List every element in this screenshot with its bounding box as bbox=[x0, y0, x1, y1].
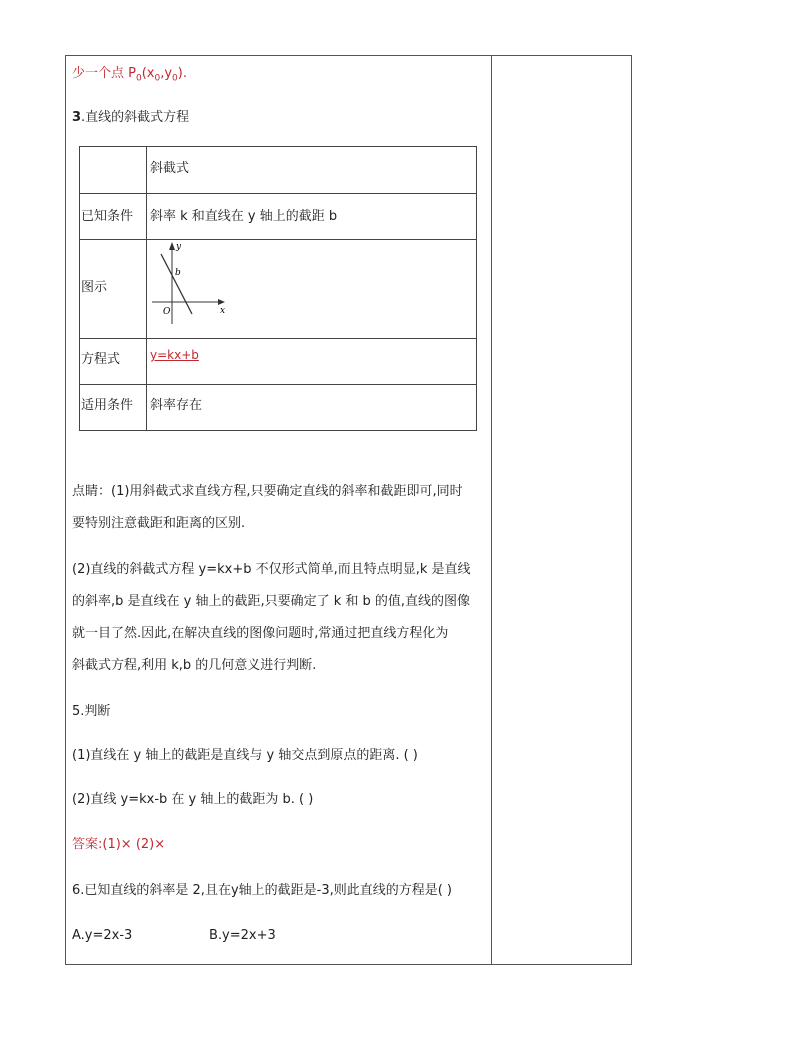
note2-line: (2)直线的斜截式方程 y=kx+b 不仅形式简单,而且特点明显,k 是直线 bbox=[72, 562, 471, 577]
section-title: .直线的斜截式方程 bbox=[81, 110, 190, 125]
q5-title: 5.判断 bbox=[72, 704, 111, 719]
formula-value: y=kx+b bbox=[150, 348, 199, 362]
sub-1: 0 bbox=[154, 73, 161, 84]
note2-line: 的斜率,b 是直线在 y 轴上的截距,只要确定了 k 和 b 的值,直线的图像 bbox=[72, 594, 471, 609]
comma-y: ,y bbox=[160, 66, 173, 81]
paren-open: (x bbox=[141, 66, 155, 81]
row-label: 图示 bbox=[81, 280, 108, 295]
table-row bbox=[80, 147, 477, 194]
table-cell-label bbox=[80, 240, 147, 339]
q6-option-b: B.y=2x+3 bbox=[209, 928, 276, 943]
table-cell-value bbox=[147, 194, 477, 240]
table-cell-label bbox=[80, 385, 147, 431]
row-label: 方程式 bbox=[81, 352, 121, 367]
note2-line: 斜截式方程,利用 k,b 的几何意义进行判断. bbox=[72, 658, 317, 673]
row-value: 斜率 k 和直线在 y 轴上的截距 b bbox=[150, 209, 338, 224]
graph-line bbox=[161, 254, 192, 314]
section-heading bbox=[72, 111, 189, 124]
paren-close: ). bbox=[177, 66, 187, 81]
row-label: 适用条件 bbox=[81, 398, 134, 413]
y-arrow-icon bbox=[169, 242, 175, 250]
intercept-label: b bbox=[175, 268, 181, 278]
slope-intercept-table bbox=[79, 146, 477, 431]
q6-option-a: A.y=2x-3 bbox=[72, 928, 133, 943]
note2-line: 就一目了然.因此,在解决直线的图像问题时,常通过把直线方程化为 bbox=[72, 626, 449, 641]
q5-item: (2)直线 y=kx-b 在 y 轴上的截距为 b. ( ) bbox=[72, 792, 314, 807]
table-row bbox=[80, 385, 477, 431]
row-label: 已知条件 bbox=[81, 209, 134, 224]
x-label: x bbox=[220, 306, 226, 316]
table-row bbox=[80, 339, 477, 385]
table-cell-label bbox=[80, 194, 147, 240]
note-line: 点睛：(1)用斜截式求直线方程,只要确定直线的斜率和截距即可,同时 bbox=[72, 484, 463, 499]
table-row bbox=[80, 240, 477, 339]
table-cell-value bbox=[147, 147, 477, 194]
section-number: 3 bbox=[72, 110, 82, 125]
point-line bbox=[72, 67, 187, 84]
table-cell-label bbox=[80, 147, 147, 194]
point-text: 少一个点 P bbox=[72, 66, 136, 81]
sub-2: 0 bbox=[172, 73, 178, 84]
line-graph bbox=[150, 240, 240, 332]
table-cell-value bbox=[147, 339, 477, 385]
table-cell-value bbox=[147, 385, 477, 431]
table-cell-label bbox=[80, 339, 147, 385]
q6-stem: 6.已知直线的斜率是 2,且在y轴上的截距是-3,则此直线的方程是( ) bbox=[72, 883, 453, 898]
table-cell-value bbox=[147, 240, 477, 339]
origin-label: O bbox=[163, 307, 171, 317]
note-line: 要特别注意截距和距离的区别. bbox=[72, 516, 246, 531]
sub-0: 0 bbox=[135, 73, 142, 84]
row-value: 斜率存在 bbox=[150, 398, 203, 413]
column-divider bbox=[491, 55, 492, 965]
y-label: y bbox=[176, 242, 182, 252]
header-value: 斜截式 bbox=[150, 161, 190, 176]
q5-item: (1)直线在 y 轴上的截距是直线与 y 轴交点到原点的距离. ( ) bbox=[72, 748, 418, 763]
table-row bbox=[80, 194, 477, 240]
x-arrow-icon bbox=[218, 299, 225, 305]
q5-answer: 答案:(1)× (2)× bbox=[72, 837, 166, 852]
